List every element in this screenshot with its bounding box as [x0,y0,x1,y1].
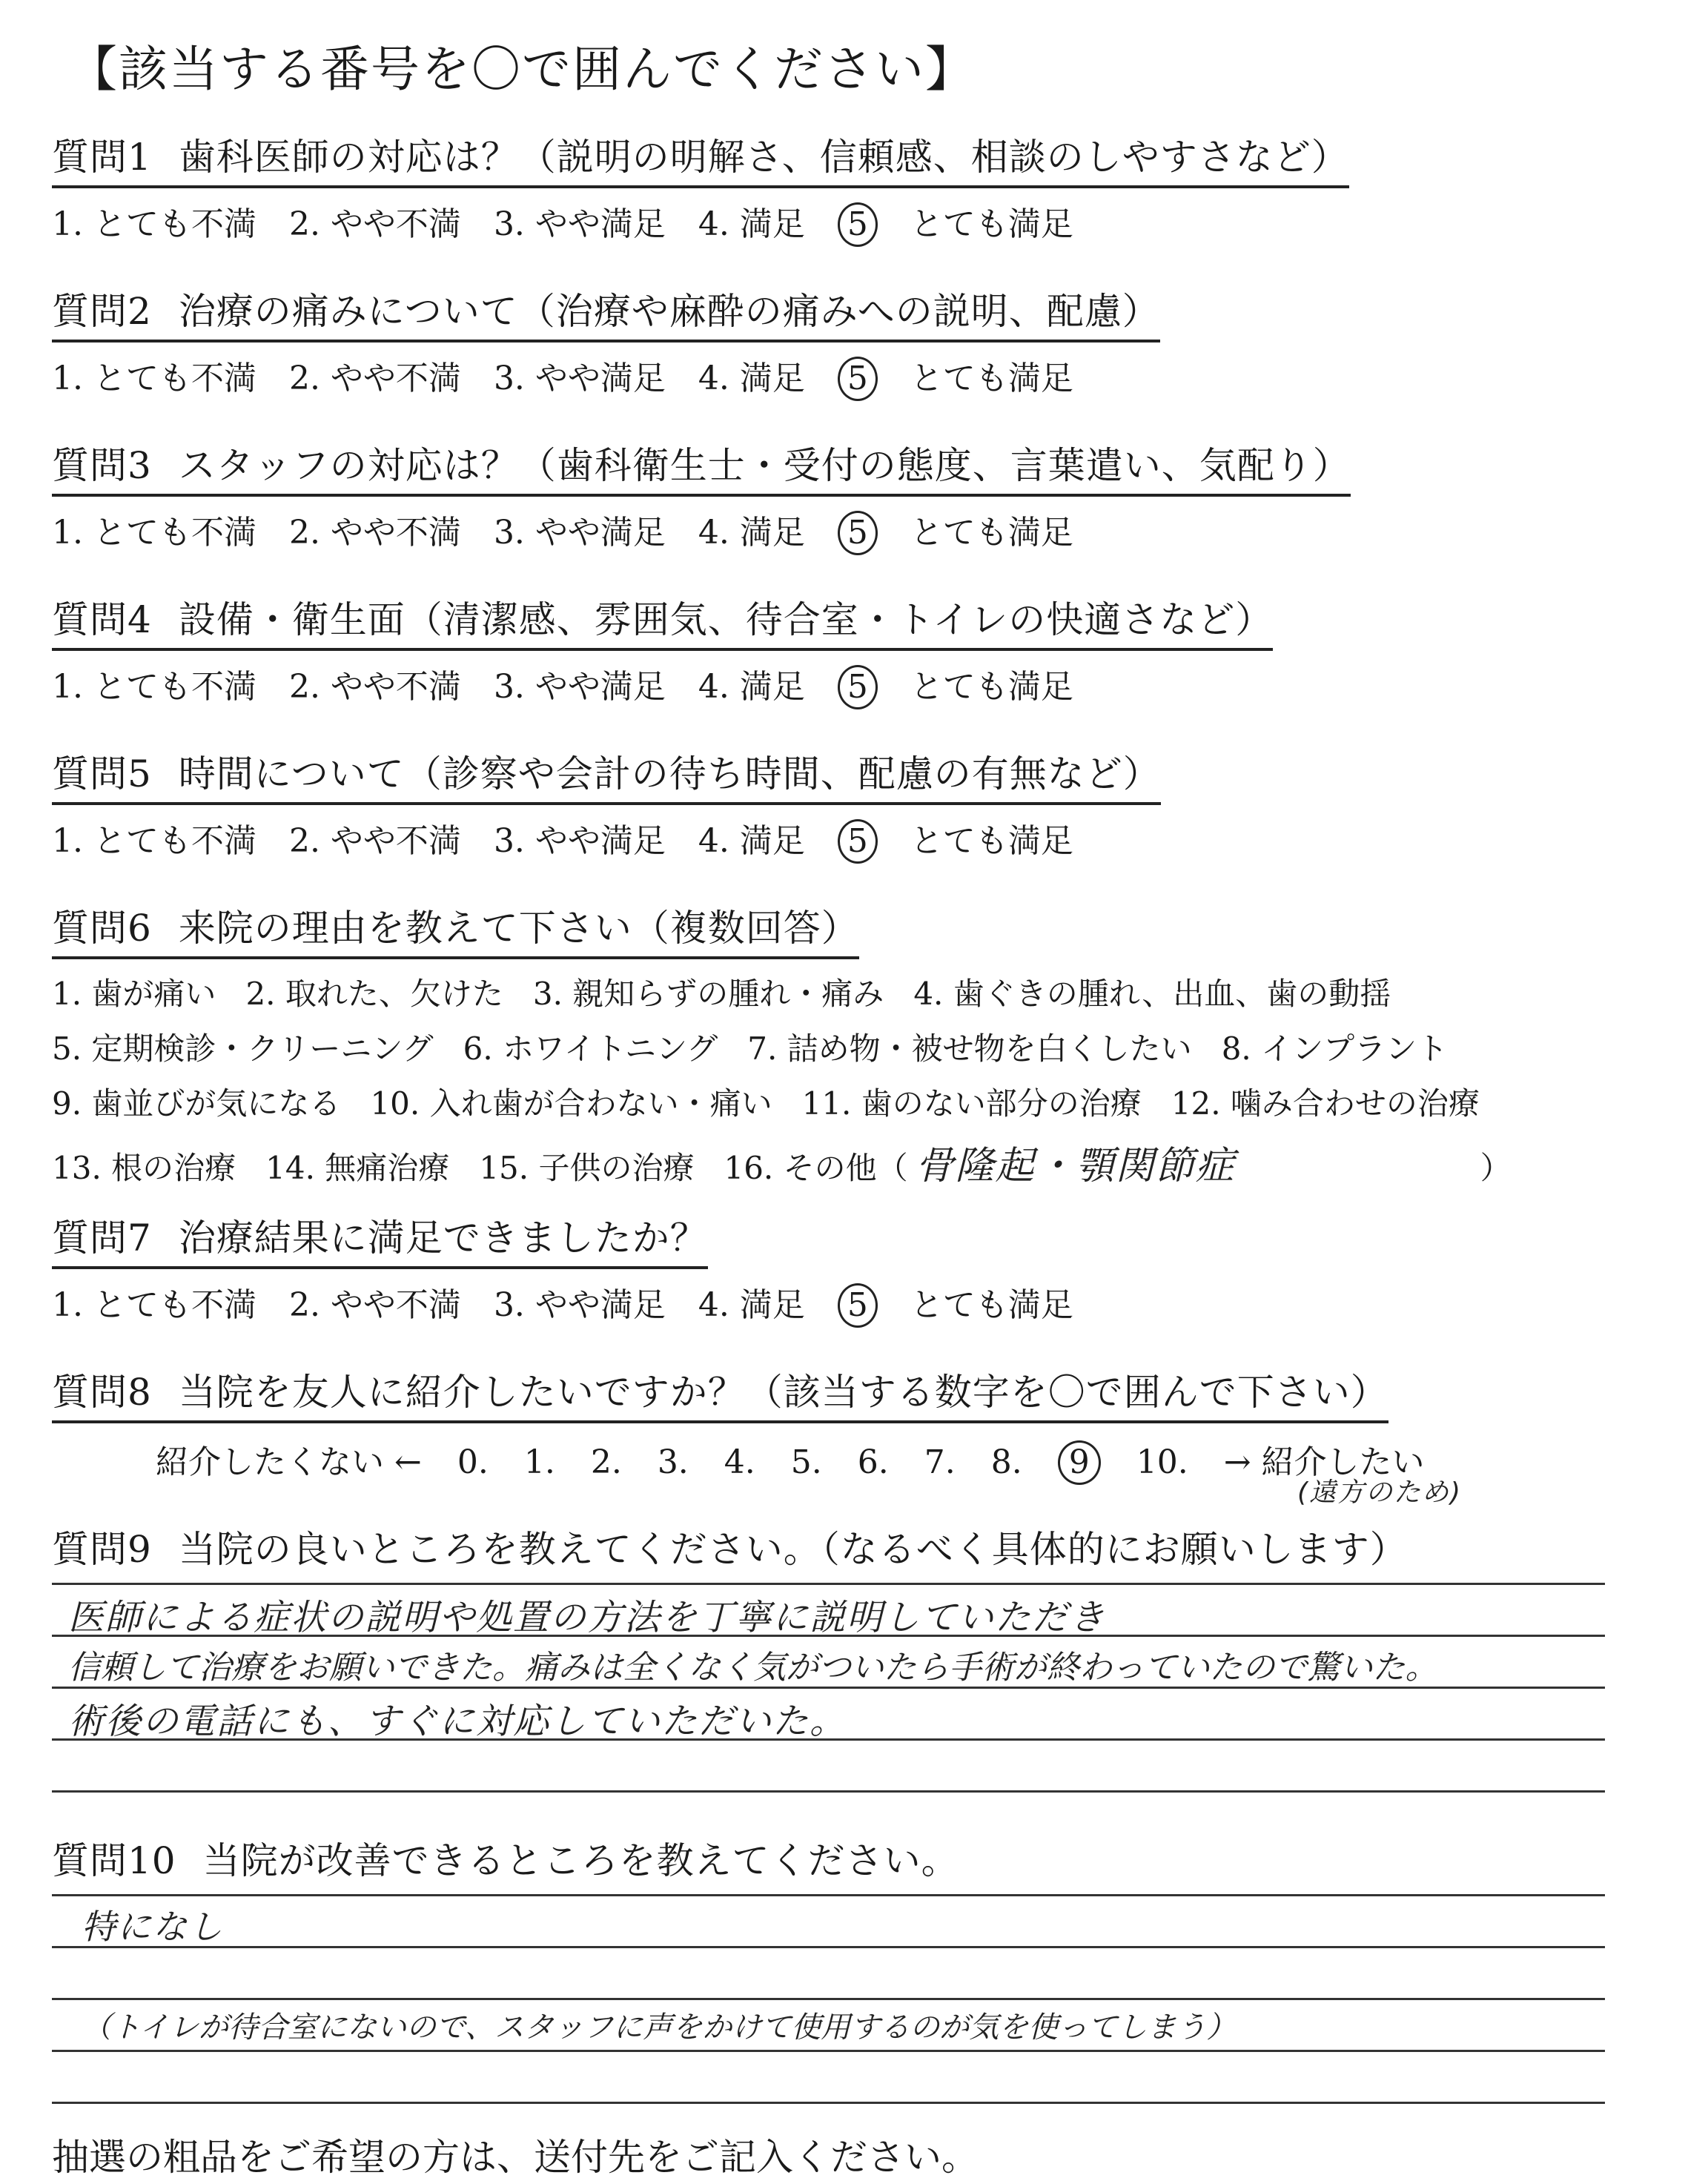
option-5-selected[interactable] [838,202,878,247]
rating-options [52,814,1161,864]
option-1[interactable]: 1. とても不満 [52,1286,256,1324]
reason-option[interactable]: 9. 歯並びが気になる [52,1085,341,1122]
reason-option[interactable]: 15. 子供の治療 [479,1150,695,1186]
question-7 [52,1208,1106,1328]
scale-10[interactable]: 10. [1136,1443,1188,1481]
reason-option[interactable]: 6. ホワイトニング [463,1030,718,1067]
reason-option[interactable]: 11. 歯のない部分の治療 [801,1085,1142,1122]
option-2[interactable]: 2. やや不満 [288,360,461,397]
option-1[interactable]: 1. とても不満 [52,822,256,860]
reason-option[interactable]: 10. 入れ歯が合わない・痛い [370,1085,772,1122]
reason-option[interactable]: 1. 歯が痛い [52,976,216,1012]
option-1[interactable]: 1. とても不満 [52,360,256,397]
selection-circle: 5 [838,1283,878,1328]
option-2[interactable]: 2. やや不満 [288,514,461,552]
option-1[interactable]: 1. とても不満 [52,205,256,243]
answer-line [52,1790,1605,1793]
option-5-selected[interactable] [838,357,878,401]
option-4[interactable]: 4. 満足 [698,822,805,860]
option-1[interactable]: 1. とても不満 [52,668,256,706]
option-5-label: とても満足 [910,668,1073,706]
question-9 [52,1520,1408,1578]
reason-option[interactable]: 4. 歯ぐきの腫れ、出血、歯の動揺 [913,976,1391,1012]
answer-line [52,1583,1605,1585]
option-5-label: とても満足 [910,514,1073,552]
scale-8[interactable]: 8. [990,1443,1022,1481]
reason-option[interactable]: 3. 親知らずの腫れ・痛み [532,976,884,1012]
question-6 [52,898,1541,1190]
selection-circle: 5 [838,665,878,709]
option-2[interactable]: 2. やや不満 [288,822,461,860]
question-title: 質問1 歯科医師の対応は？（説明の明解さ、信頼感、相談のしやすさなど） [52,128,1349,188]
option-2[interactable]: 2. やや不満 [288,668,461,706]
q9-answer-line-3: 術後の電話にも、すぐに対応していただいた。 [68,1701,847,1742]
reason-row [52,1079,1541,1124]
option-2[interactable]: 2. やや不満 [288,1286,461,1324]
selection-circle: 5 [838,357,878,401]
answer-line [52,1946,1605,1948]
question-4 [52,590,1273,709]
option-3[interactable]: 3. やや満足 [493,514,666,552]
question-title: 質問2 治療の痛みについて（治療や麻酔の痛みへの説明、配慮） [52,282,1160,342]
option-5-label: とても満足 [910,1286,1073,1324]
answer-line [52,2102,1605,2104]
reason-row [52,1134,1541,1190]
rating-options [52,506,1351,555]
option-1[interactable]: 1. とても不満 [52,514,256,552]
q10-answer-line-1: 特になし [82,1907,224,1947]
question-8 [52,1363,1450,1485]
option-4[interactable]: 4. 満足 [698,668,805,706]
answer-line [52,1998,1605,2000]
page-title: 【該当する番号を〇で囲んでください】 [68,41,976,98]
option-3[interactable]: 3. やや満足 [493,668,666,706]
rating-options [52,660,1273,709]
scale-left-label: 紹介したくない ← [156,1443,422,1481]
q9-answer-line-1: 医師による症状の説明や処置の方法を丁寧に説明していただき [68,1597,1107,1638]
reason-option[interactable]: 13. 根の治療 [52,1150,236,1186]
answer-line [52,2050,1605,2052]
reason-option[interactable]: 7. 詰め物・被せ物を白くしたい [747,1030,1192,1067]
selection-circle: 5 [838,819,878,864]
option-3[interactable]: 3. やや満足 [493,205,666,243]
selection-circle: 5 [838,202,878,247]
option-3[interactable]: 3. やや満足 [493,360,666,397]
question-title: 質問8 当院を友人に紹介したいですか？（該当する数字を〇で囲んで下さい） [52,1363,1388,1423]
question-1 [52,128,1349,247]
option-4[interactable]: 4. 満足 [698,514,805,552]
question-title: 質問3 スタッフの対応は？（歯科衛生士・受付の態度、言葉遣い、気配り） [52,436,1351,497]
option-5-selected[interactable] [838,819,878,864]
option-5-label: とても満足 [910,822,1073,860]
question-title: 質問4 設備・衛生面（清潔感、雰囲気、待合室・トイレの快適さなど） [52,590,1273,651]
scale-1[interactable]: 1. [523,1443,555,1481]
reason-option[interactable]: 12. 噛み合わせの治療 [1171,1085,1480,1122]
option-5-selected[interactable] [838,1283,878,1328]
scale-0[interactable]: 0. [457,1443,489,1481]
scale-5[interactable]: 5. [790,1443,822,1481]
reason-row [52,970,1541,1014]
q9-answer-line-2: 信頼して治療をお願いできた。痛みは全くなく気がついたら手術が終わっていたので驚いた。 [68,1649,1438,1687]
rating-options [52,1278,1106,1328]
other-option[interactable]: 16. その他（ 骨隆起・顎関節症 ） [724,1144,1512,1188]
rating-options [52,197,1349,247]
option-4[interactable]: 4. 満足 [698,360,805,397]
question-title: 質問5 時間について（診察や会計の待ち時間、配慮の有無など） [52,744,1161,805]
option-4[interactable]: 4. 満足 [698,205,805,243]
option-3[interactable]: 3. やや満足 [493,822,666,860]
q10-answer-line-2: （トイレが待合室にないので、スタッフに声をかけて使用するのが気を使ってしまう） [82,2010,1237,2045]
reason-option[interactable]: 5. 定期検診・クリーニング [52,1030,434,1067]
question-title: 質問6 来院の理由を教えて下さい（複数回答） [52,898,859,959]
question-5 [52,744,1161,864]
option-5-selected[interactable] [838,665,878,709]
question-title: 質問10 当院が改善できるところを教えてください。 [52,1839,959,1882]
option-5-label: とても満足 [910,205,1073,243]
question-2 [52,282,1160,401]
reason-option[interactable]: 2. 取れた、欠けた [245,976,503,1012]
scale-9-selected[interactable]: 9 [1058,1440,1101,1485]
reason-option[interactable]: 8. インプラント [1221,1030,1449,1067]
option-5-label: とても満足 [910,360,1073,397]
recommend-scale [156,1435,1450,1485]
reason-row [52,1025,1541,1069]
scale-right-label: → 紹介したい [1223,1443,1425,1481]
other-written-answer[interactable]: 骨隆起・顎関節症 [915,1144,1236,1188]
question-10 [52,1831,959,1889]
scale-2[interactable]: 2. [590,1443,622,1481]
reason-option[interactable]: 14. 無痛治療 [265,1150,450,1186]
answer-line [52,1894,1605,1896]
option-2[interactable]: 2. やや不満 [288,205,461,243]
scale-4[interactable]: 4. [724,1443,755,1481]
scale-6[interactable]: 6. [857,1443,889,1481]
option-5-selected[interactable] [838,511,878,555]
scale-7[interactable]: 7. [924,1443,956,1481]
recommend-note: (遠方のため) [1297,1477,1463,1508]
question-3 [52,436,1351,555]
question-title: 質問9 当院の良いところを教えてください。（なるべく具体的にお願いします） [52,1528,1408,1571]
option-4[interactable]: 4. 満足 [698,1286,805,1324]
scale-3[interactable]: 3. [657,1443,689,1481]
question-title: 質問7 治療結果に満足できましたか？ [52,1208,708,1269]
footer-note: 抽選の粗品をご希望の方は、送付先をご記入ください。 [52,2136,979,2179]
rating-options [52,351,1160,401]
option-3[interactable]: 3. やや満足 [493,1286,666,1324]
selection-circle: 5 [838,511,878,555]
